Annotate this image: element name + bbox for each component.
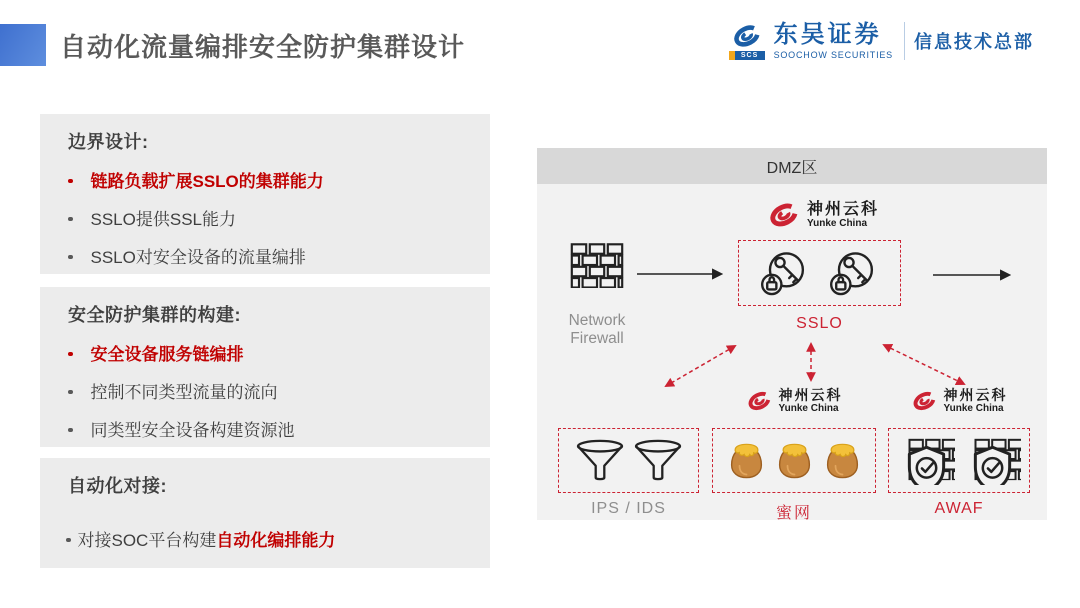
key-lock-icon <box>828 250 881 297</box>
scs-banner <box>729 51 765 60</box>
bullet-item <box>68 381 490 404</box>
vendor-text <box>944 388 1008 414</box>
sslo-box <box>738 240 901 306</box>
swirl-icon <box>730 22 764 50</box>
vendor-name-en: Yunke China <box>943 403 1004 415</box>
swirl-icon <box>767 200 801 230</box>
key-lock-icon <box>759 250 812 297</box>
bullet-list <box>40 170 490 269</box>
dmz-zone-header <box>537 148 1047 184</box>
scs-text: SCS <box>740 52 759 59</box>
bullet-item <box>68 343 490 366</box>
dmz-diagram <box>537 148 1047 520</box>
page-title: 自动化流量编排安全防护集群设计 <box>60 32 466 62</box>
bullet-text: 控制不同类型流量的流向 <box>90 383 278 402</box>
dashed-arrow-sslo-ips <box>666 346 735 386</box>
panel-border-design <box>40 114 490 274</box>
bullet-item <box>68 419 490 442</box>
shield-brickwall-icon <box>964 437 1021 485</box>
network-firewall-node <box>549 242 645 348</box>
yunke-logo-honeynet <box>716 388 872 414</box>
panel-security-cluster <box>40 287 490 447</box>
bullet-dot <box>68 428 73 433</box>
honeynet-label: 蜜网 <box>775 505 812 522</box>
bullet-dot <box>68 390 73 395</box>
brand-divider <box>904 22 905 60</box>
vendor-text <box>807 201 879 230</box>
soochow-logo-mark <box>729 22 765 60</box>
bullet-item <box>68 208 490 231</box>
vendor-text <box>779 388 843 414</box>
bullet-item <box>66 526 490 551</box>
title-accent-bar <box>0 24 46 66</box>
bullet-text: 同类型安全设备构建资源池 <box>90 421 295 440</box>
bullet-text: SSLO对安全设备的流量编排 <box>90 248 306 267</box>
panel-title: 自动化对接: <box>68 476 167 496</box>
bullet-dot <box>66 538 71 543</box>
vendor-name-cn: 神州云科 <box>806 200 879 218</box>
shield-brickwall-icon <box>898 437 955 485</box>
ips-ids-box <box>558 428 699 493</box>
honeynet-box <box>712 428 876 493</box>
bullet-item <box>68 170 490 193</box>
sslo-label: SSLO <box>796 315 843 332</box>
bullet-dot <box>68 179 73 184</box>
honeypot-icon <box>825 441 860 480</box>
bullet-text-emphasis: 自动化编排能力 <box>216 531 336 550</box>
awaf-label: AWAF <box>934 500 984 517</box>
bullet-list <box>40 343 490 442</box>
yunke-logo-sslo <box>748 200 898 230</box>
brand-name-cn: 东吴证券 <box>773 21 882 49</box>
brick-wall-icon <box>570 242 624 288</box>
swirl-icon <box>911 389 938 413</box>
funnel-icon <box>575 439 625 483</box>
bullet-text: SSLO提供SSL能力 <box>90 210 236 229</box>
panel-title: 边界设计: <box>68 132 149 152</box>
panel-title: 安全防护集群的构建: <box>68 305 241 325</box>
vendor-name-en: Yunke China <box>806 218 867 230</box>
dashed-arrow-sslo-awaf <box>884 345 964 384</box>
bullet-dot <box>68 217 73 222</box>
vendor-name-cn: 神州云科 <box>778 387 843 403</box>
honeypot-icon <box>729 441 764 480</box>
panel-automation <box>40 458 490 568</box>
bullet-text: 对接SOC平台构建 <box>77 531 217 550</box>
bullet-text: 链路负载扩展SSLO的集群能力 <box>90 172 324 191</box>
honeypot-icon <box>777 441 812 480</box>
vendor-name-en: Yunke China <box>778 403 839 415</box>
swirl-icon <box>746 389 773 413</box>
brand-name-en: SOOCHOW SECURITIES <box>773 49 893 60</box>
funnel-icon <box>633 439 683 483</box>
dmz-zone-label: DMZ区 <box>766 159 818 177</box>
brand-names <box>774 22 893 59</box>
bullet-dot <box>68 255 73 260</box>
awaf-box <box>888 428 1030 493</box>
bullet-text: 安全设备服务链编排 <box>90 345 244 364</box>
bullet-dot <box>68 352 73 357</box>
brand-logo <box>729 22 1034 60</box>
bullet-item <box>68 246 490 269</box>
vendor-name-cn: 神州云科 <box>943 387 1008 403</box>
ips-ids-label: IPS / IDS <box>591 500 666 517</box>
yunke-logo-awaf <box>881 388 1037 414</box>
brand-department: 信息技术总部 <box>914 32 1034 52</box>
network-firewall-label: Network Firewall <box>568 312 626 347</box>
